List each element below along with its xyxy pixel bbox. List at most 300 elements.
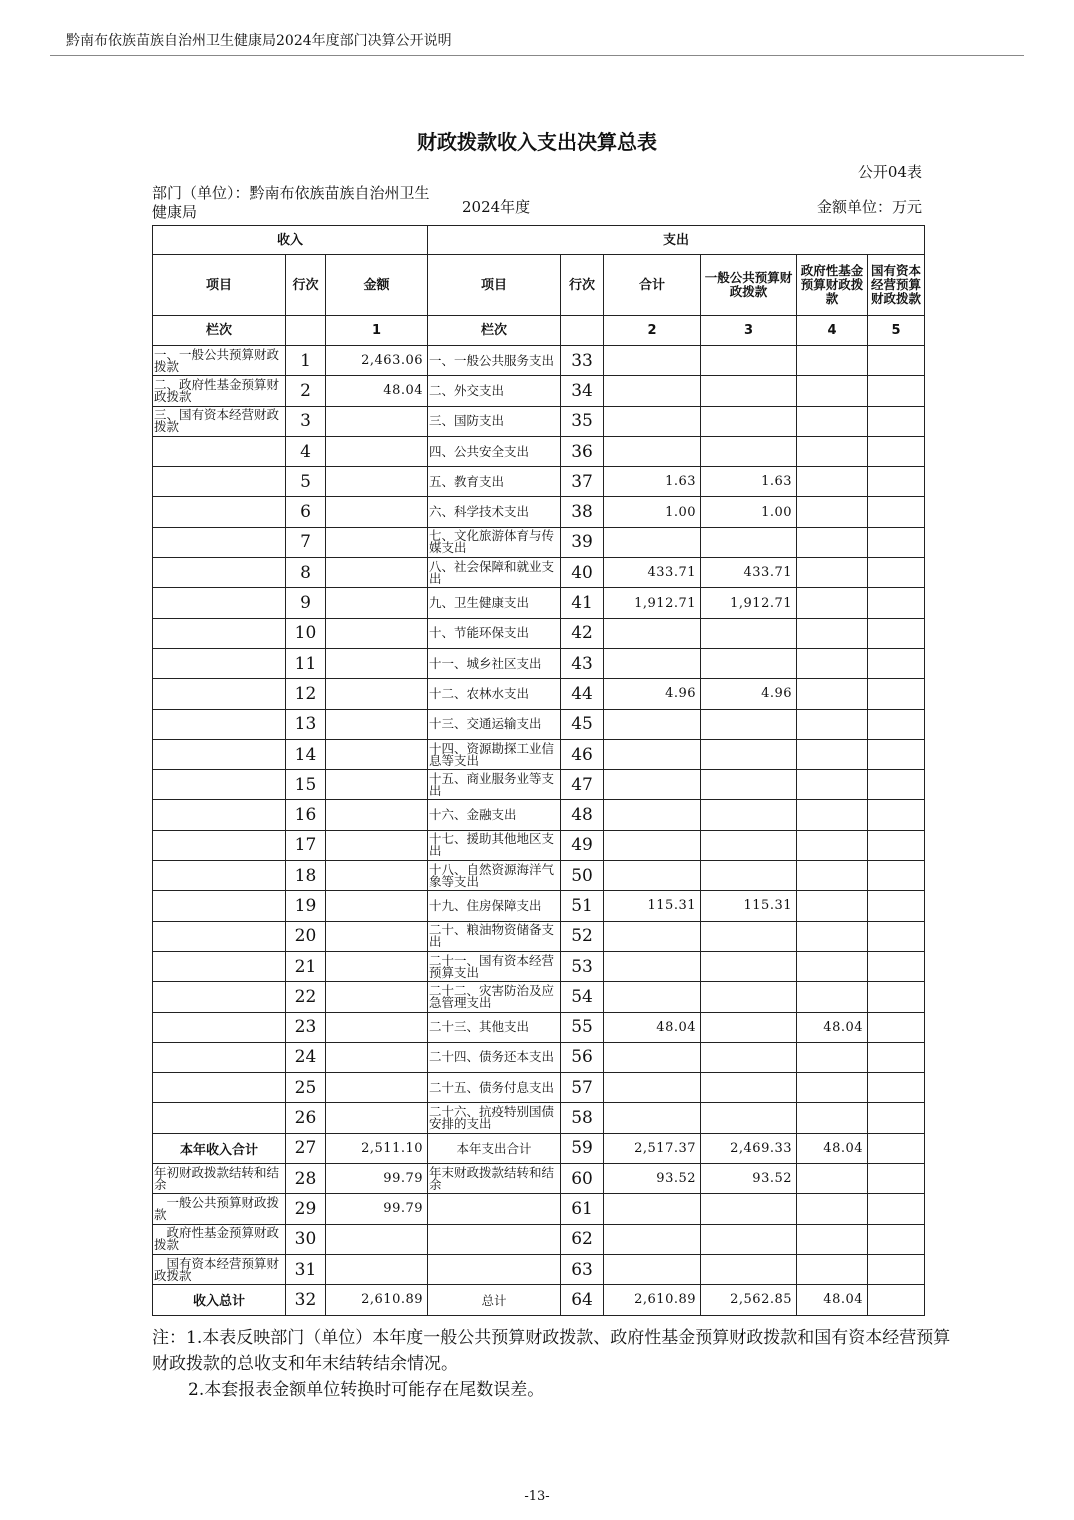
income-amount-cell: 2,511.10 (326, 1133, 428, 1163)
income-col-number: 1 (326, 316, 428, 346)
table-row (153, 861, 925, 891)
table-row (153, 1073, 925, 1103)
income-item-cell (153, 709, 286, 739)
income-line-cell: 9 (286, 588, 326, 618)
state-capital-cell (868, 679, 925, 709)
income-amount-cell (326, 588, 428, 618)
expense-total-cell: 1.00 (604, 497, 701, 527)
income-amount-cell (326, 497, 428, 527)
general-budget-cell (701, 739, 797, 769)
expense-total-cell (604, 921, 701, 951)
expense-total-cell (604, 1073, 701, 1103)
expense-total-cell: 1,912.71 (604, 588, 701, 618)
income-amount-cell (326, 739, 428, 769)
gov-fund-cell (797, 1042, 868, 1072)
expense-line-cell: 48 (561, 800, 604, 830)
expense-item-cell: 六、科学技术支出 (428, 497, 561, 527)
income-item-cell (153, 800, 286, 830)
expense-total-cell (604, 1103, 701, 1133)
income-line-cell: 30 (286, 1224, 326, 1254)
table-row (153, 376, 925, 406)
state-capital-cell (868, 1012, 925, 1042)
general-budget-cell (701, 830, 797, 860)
income-amount-cell: 2,610.89 (326, 1285, 428, 1315)
gov-fund-cell (797, 588, 868, 618)
general-budget-cell: 2,469.33 (701, 1133, 797, 1163)
income-line-cell: 31 (286, 1254, 326, 1284)
appropriation-summary-table (152, 225, 925, 1316)
state-capital-col-number: 5 (868, 316, 925, 346)
gov-fund-cell (797, 982, 868, 1012)
expense-total-cell: 48.04 (604, 1012, 701, 1042)
general-budget-cell (701, 770, 797, 800)
income-amount-cell (326, 618, 428, 648)
gov-fund-col-number: 4 (797, 316, 868, 346)
income-line-cell: 1 (286, 346, 326, 376)
table-row (153, 1042, 925, 1072)
gov-fund-cell (797, 406, 868, 436)
expense-line-cell: 62 (561, 1224, 604, 1254)
expense-line-cell: 38 (561, 497, 604, 527)
general-budget-header: 一般公共预算财政拨款 (701, 255, 797, 316)
expense-item-cell: 八、社会保障和就业支出 (428, 558, 561, 588)
income-item-cell (153, 648, 286, 678)
gov-fund-cell (797, 1224, 868, 1254)
state-capital-cell (868, 891, 925, 921)
table-row (153, 770, 925, 800)
expense-total-cell (604, 861, 701, 891)
expense-total-cell: 4.96 (604, 679, 701, 709)
general-budget-cell (701, 982, 797, 1012)
expense-total-cell: 2,517.37 (604, 1133, 701, 1163)
expense-total-cell (604, 709, 701, 739)
general-budget-cell (701, 648, 797, 678)
income-line-cell: 29 (286, 1194, 326, 1224)
expense-item-cell: 三、国防支出 (428, 406, 561, 436)
expense-line-cell: 53 (561, 951, 604, 981)
note-1: 注：1.本表反映部门（单位）本年度一般公共预算财政拨款、政府性基金预算财政拨款和国有资本经营预算财政拨款的总收支和年末结转结余情况。 (152, 1328, 951, 1374)
income-item-cell (153, 679, 286, 709)
expense-item-cell: 十二、农林水支出 (428, 679, 561, 709)
state-capital-cell (868, 436, 925, 466)
expense-item-cell: 九、卫生健康支出 (428, 588, 561, 618)
income-line-cell: 13 (286, 709, 326, 739)
gov-fund-cell (797, 1164, 868, 1194)
expense-line-cell: 41 (561, 588, 604, 618)
general-budget-cell: 115.31 (701, 891, 797, 921)
expense-line-cell: 40 (561, 558, 604, 588)
table-row (153, 1103, 925, 1133)
income-amount-cell (326, 921, 428, 951)
gov-fund-cell: 48.04 (797, 1133, 868, 1163)
income-item-cell (153, 1012, 286, 1042)
gov-fund-cell: 48.04 (797, 1012, 868, 1042)
income-amount-cell (326, 558, 428, 588)
department-label: 部门（单位）：黔南布依族苗族自治州卫生健康局 (152, 184, 430, 221)
state-capital-cell (868, 1103, 925, 1133)
expense-line-cell: 42 (561, 618, 604, 648)
expense-total-cell (604, 346, 701, 376)
income-line-cell: 32 (286, 1285, 326, 1315)
expense-item-cell: 年末财政拨款结转和结余 (428, 1164, 561, 1194)
table-row (153, 467, 925, 497)
income-item-cell (153, 588, 286, 618)
gov-fund-header: 政府性基金预算财政拨款 (797, 255, 868, 316)
table-row (153, 830, 925, 860)
income-item-cell (153, 830, 286, 860)
income-item-cell (153, 982, 286, 1012)
expense-total-cell (604, 951, 701, 981)
expense-line-cell: 56 (561, 1042, 604, 1072)
gov-fund-cell (797, 618, 868, 648)
gov-fund-cell (797, 921, 868, 951)
state-capital-cell (868, 921, 925, 951)
income-amount-cell (326, 648, 428, 678)
income-line-cell: 28 (286, 1164, 326, 1194)
general-budget-cell: 4.96 (701, 679, 797, 709)
income-amount-cell (326, 1224, 428, 1254)
income-amount-cell (326, 951, 428, 981)
state-capital-cell (868, 739, 925, 769)
state-capital-cell (868, 1133, 925, 1163)
expense-line-cell: 44 (561, 679, 604, 709)
expense-line-cell: 52 (561, 921, 604, 951)
general-budget-cell (701, 1194, 797, 1224)
income-item-cell: 三、国有资本经营财政拨款 (153, 406, 286, 436)
gov-fund-cell (797, 709, 868, 739)
state-capital-cell (868, 830, 925, 860)
income-line-cell: 3 (286, 406, 326, 436)
income-amount-cell (326, 467, 428, 497)
header-row-columns (153, 255, 925, 316)
state-capital-cell (868, 497, 925, 527)
income-item-cell: 本年收入合计 (153, 1133, 286, 1163)
general-budget-cell (701, 921, 797, 951)
gov-fund-cell (797, 648, 868, 678)
income-item-cell (153, 497, 286, 527)
state-capital-cell (868, 982, 925, 1012)
expense-total-cell (604, 376, 701, 406)
state-capital-cell (868, 1164, 925, 1194)
expense-item-cell: 本年支出合计 (428, 1133, 561, 1163)
expense-item-cell: 二十一、国有资本经营预算支出 (428, 951, 561, 981)
table-row (153, 346, 925, 376)
state-capital-cell (868, 527, 925, 557)
state-capital-cell (868, 558, 925, 588)
gov-fund-cell (797, 861, 868, 891)
income-amount-cell (326, 1254, 428, 1284)
gov-fund-cell (797, 558, 868, 588)
fiscal-year: 2024年度 (462, 198, 531, 216)
expense-item-cell: 总计 (428, 1285, 561, 1315)
gov-fund-cell (797, 497, 868, 527)
grand-total-row (153, 1285, 925, 1315)
state-capital-cell (868, 1073, 925, 1103)
general-col-number: 3 (701, 316, 797, 346)
header-row-sections (153, 226, 925, 255)
expense-item-cell: 二十、粮油物资储备支出 (428, 921, 561, 951)
gov-fund-cell (797, 1073, 868, 1103)
expense-total-header: 合计 (604, 255, 701, 316)
table-row (153, 1164, 925, 1194)
income-item-cell: 政府性基金预算财政拨款 (153, 1224, 286, 1254)
income-line-cell: 18 (286, 861, 326, 891)
general-budget-cell (701, 346, 797, 376)
income-amount-header: 金额 (326, 255, 428, 316)
gov-fund-cell (797, 527, 868, 557)
income-item-cell (153, 921, 286, 951)
table-row (153, 618, 925, 648)
expense-total-cell (604, 1224, 701, 1254)
state-capital-cell (868, 376, 925, 406)
income-section-header: 收入 (153, 226, 428, 255)
income-item-cell: 一、一般公共预算财政拨款 (153, 346, 286, 376)
income-amount-cell (326, 436, 428, 466)
income-amount-cell (326, 861, 428, 891)
income-amount-cell (326, 770, 428, 800)
state-capital-cell (868, 709, 925, 739)
gov-fund-cell (797, 1194, 868, 1224)
income-line-cell: 23 (286, 1012, 326, 1042)
expense-item-cell: 十四、资源勘探工业信息等支出 (428, 739, 561, 769)
expense-total-cell (604, 618, 701, 648)
income-line-cell: 21 (286, 951, 326, 981)
expense-total-cell: 115.31 (604, 891, 701, 921)
expense-item-cell: 十九、住房保障支出 (428, 891, 561, 921)
expense-total-cell (604, 982, 701, 1012)
expense-total-cell: 433.71 (604, 558, 701, 588)
expense-section-header: 支出 (428, 226, 925, 255)
income-item-cell (153, 436, 286, 466)
expense-item-cell: 十六、金融支出 (428, 800, 561, 830)
income-amount-cell (326, 406, 428, 436)
expense-item-cell: 十三、交通运输支出 (428, 709, 561, 739)
state-capital-header: 国有资本经营预算财政拨款 (868, 255, 925, 316)
state-capital-cell (868, 467, 925, 497)
note-2: 2.本套报表金额单位转换时可能存在尾数误差。 (188, 1380, 545, 1400)
state-capital-cell (868, 800, 925, 830)
gov-fund-cell (797, 1254, 868, 1284)
income-item-cell (153, 1073, 286, 1103)
income-line-cell: 11 (286, 648, 326, 678)
table-row (153, 1194, 925, 1224)
expense-line-cell: 59 (561, 1133, 604, 1163)
income-amount-cell (326, 527, 428, 557)
general-budget-cell (701, 406, 797, 436)
running-header: 黔南布依族苗族自治州卫生健康局2024年度部门决算公开说明 (66, 33, 452, 49)
general-budget-cell (701, 1012, 797, 1042)
expense-item-cell: 一、一般公共服务支出 (428, 346, 561, 376)
expense-total-cell: 93.52 (604, 1164, 701, 1194)
general-budget-cell (701, 951, 797, 981)
expense-line-cell: 61 (561, 1194, 604, 1224)
income-item-cell (153, 861, 286, 891)
income-amount-cell (326, 800, 428, 830)
income-col-label: 栏次 (153, 316, 286, 346)
general-budget-cell (701, 1073, 797, 1103)
expense-line-cell: 50 (561, 861, 604, 891)
expense-line-cell: 64 (561, 1285, 604, 1315)
gov-fund-cell (797, 951, 868, 981)
expense-line-cell: 47 (561, 770, 604, 800)
table-row (153, 921, 925, 951)
table-row (153, 1254, 925, 1284)
expense-line-cell: 33 (561, 346, 604, 376)
income-amount-cell (326, 1103, 428, 1133)
general-budget-cell: 2,562.85 (701, 1285, 797, 1315)
general-budget-cell: 1.63 (701, 467, 797, 497)
table-row (153, 558, 925, 588)
income-amount-cell (326, 1012, 428, 1042)
gov-fund-cell (797, 346, 868, 376)
expense-item-cell (428, 1194, 561, 1224)
income-amount-cell (326, 982, 428, 1012)
income-line-col-number (286, 316, 326, 346)
total-col-number: 2 (604, 316, 701, 346)
expense-total-cell (604, 800, 701, 830)
expense-item-cell: 五、教育支出 (428, 467, 561, 497)
general-budget-cell (701, 618, 797, 648)
expense-item-cell: 二十三、其他支出 (428, 1012, 561, 1042)
general-budget-cell (701, 1254, 797, 1284)
gov-fund-cell (797, 830, 868, 860)
general-budget-cell (701, 436, 797, 466)
income-amount-cell: 99.79 (326, 1194, 428, 1224)
table-row (153, 648, 925, 678)
income-amount-cell (326, 891, 428, 921)
income-amount-cell (326, 709, 428, 739)
general-budget-cell: 433.71 (701, 558, 797, 588)
general-budget-cell (701, 861, 797, 891)
table-row (153, 951, 925, 981)
gov-fund-cell (797, 800, 868, 830)
expense-item-cell: 二十二、灾害防治及应急管理支出 (428, 982, 561, 1012)
expense-item-cell: 二十五、债务付息支出 (428, 1073, 561, 1103)
income-item-cell (153, 1042, 286, 1072)
state-capital-cell (868, 648, 925, 678)
income-amount-cell: 99.79 (326, 1164, 428, 1194)
gov-fund-cell (797, 1103, 868, 1133)
state-capital-cell (868, 770, 925, 800)
expense-total-cell (604, 1194, 701, 1224)
state-capital-cell (868, 1194, 925, 1224)
expense-line-cell: 45 (561, 709, 604, 739)
income-item-cell (153, 770, 286, 800)
income-line-cell: 19 (286, 891, 326, 921)
form-code: 公开04表 (857, 163, 922, 181)
expense-total-cell (604, 1254, 701, 1284)
income-item-header: 项目 (153, 255, 286, 316)
expense-item-header: 项目 (428, 255, 561, 316)
table-row (153, 1224, 925, 1254)
table-row (153, 739, 925, 769)
expense-line-cell: 49 (561, 830, 604, 860)
income-line-cell: 12 (286, 679, 326, 709)
column-number-row (153, 316, 925, 346)
general-budget-cell (701, 1042, 797, 1072)
income-line-cell: 10 (286, 618, 326, 648)
general-budget-cell (701, 376, 797, 406)
expense-line-cell: 57 (561, 1073, 604, 1103)
expense-col-label: 栏次 (428, 316, 561, 346)
year-total-row (153, 1133, 925, 1163)
expense-total-cell (604, 1042, 701, 1072)
table-row (153, 497, 925, 527)
expense-item-cell: 七、文化旅游体育与传媒支出 (428, 527, 561, 557)
expense-item-cell: 十八、自然资源海洋气象等支出 (428, 861, 561, 891)
expense-item-cell: 十、节能环保支出 (428, 618, 561, 648)
income-line-cell: 2 (286, 376, 326, 406)
expense-item-cell: 二十四、债务还本支出 (428, 1042, 561, 1072)
state-capital-cell (868, 951, 925, 981)
table-row (153, 406, 925, 436)
income-amount-cell (326, 1073, 428, 1103)
expense-line-header: 行次 (561, 255, 604, 316)
expense-item-cell: 四、公共安全支出 (428, 436, 561, 466)
income-item-cell (153, 1103, 286, 1133)
income-amount-cell (326, 830, 428, 860)
state-capital-cell (868, 1042, 925, 1072)
expense-line-cell: 39 (561, 527, 604, 557)
state-capital-cell (868, 1285, 925, 1315)
income-line-cell: 17 (286, 830, 326, 860)
income-line-cell: 4 (286, 436, 326, 466)
expense-item-cell: 十七、援助其他地区支出 (428, 830, 561, 860)
expense-item-cell: 二十六、抗疫特别国债安排的支出 (428, 1103, 561, 1133)
expense-item-cell (428, 1224, 561, 1254)
expense-item-cell (428, 1254, 561, 1284)
expense-line-cell: 58 (561, 1103, 604, 1133)
expense-total-cell (604, 739, 701, 769)
state-capital-cell (868, 346, 925, 376)
income-line-cell: 22 (286, 982, 326, 1012)
expense-line-cell: 55 (561, 1012, 604, 1042)
general-budget-cell (701, 527, 797, 557)
income-item-cell (153, 558, 286, 588)
income-amount-cell: 48.04 (326, 376, 428, 406)
income-line-cell: 15 (286, 770, 326, 800)
income-item-cell (153, 618, 286, 648)
income-item-cell: 国有资本经营预算财政拨款 (153, 1254, 286, 1284)
gov-fund-cell (797, 467, 868, 497)
general-budget-cell (701, 800, 797, 830)
income-line-cell: 6 (286, 497, 326, 527)
state-capital-cell (868, 406, 925, 436)
state-capital-cell (868, 618, 925, 648)
table-row (153, 679, 925, 709)
gov-fund-cell (797, 739, 868, 769)
gov-fund-cell (797, 770, 868, 800)
income-item-cell (153, 891, 286, 921)
expense-line-cell: 34 (561, 376, 604, 406)
table-row (153, 800, 925, 830)
expense-line-cell: 60 (561, 1164, 604, 1194)
expense-total-cell (604, 648, 701, 678)
page-number: -13- (524, 1489, 550, 1504)
gov-fund-cell: 48.04 (797, 1285, 868, 1315)
income-line-cell: 5 (286, 467, 326, 497)
income-item-cell: 收入总计 (153, 1285, 286, 1315)
income-line-cell: 24 (286, 1042, 326, 1072)
income-item-cell (153, 739, 286, 769)
gov-fund-cell (797, 679, 868, 709)
expense-total-cell: 1.63 (604, 467, 701, 497)
expense-total-cell (604, 527, 701, 557)
expense-total-cell (604, 770, 701, 800)
expense-line-cell: 54 (561, 982, 604, 1012)
income-item-cell: 二、政府性基金预算财政拨款 (153, 376, 286, 406)
expense-line-col-number (561, 316, 604, 346)
